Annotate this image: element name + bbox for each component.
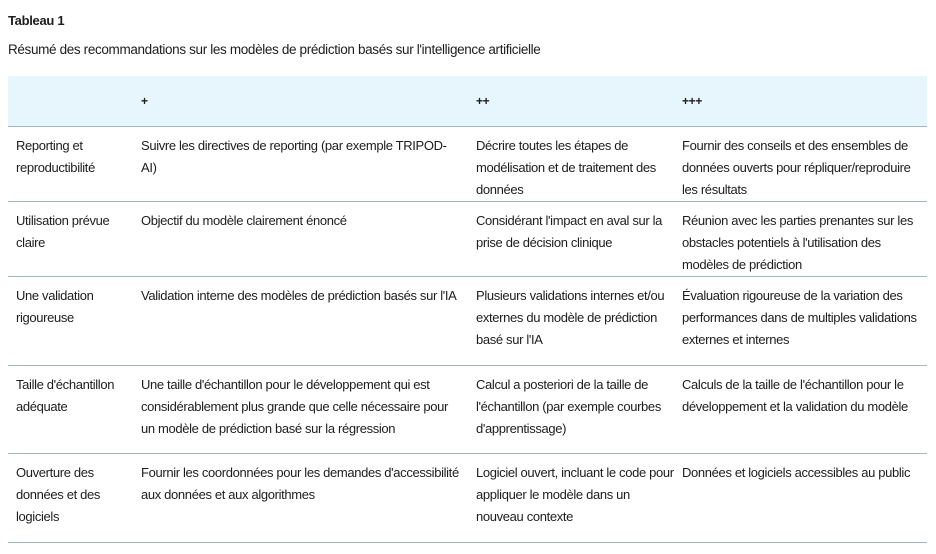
- row-level-1: Une taille d'échantillon pour le développement qui est considérablement plus grande que celle nécessaire pour un modèle de prédiction basé sur la régression: [140, 366, 476, 454]
- row-category: Reporting et reproductibilité: [8, 127, 140, 202]
- row-level-1: Suivre les directives de reporting (par exemple TRIPOD-AI): [140, 127, 476, 202]
- header-category: [8, 76, 140, 127]
- row-category: Une validation rigoureuse: [8, 277, 140, 366]
- header-level-2: ++: [476, 76, 681, 127]
- row-level-3: Calculs de la taille de l'échantillon pour le développement et la validation du modèle: [681, 366, 927, 454]
- recommendations-table: [8, 76, 927, 543]
- row-level-2: Plusieurs validations internes et/ou externes du modèle de prédiction basé sur l'IA: [476, 277, 681, 366]
- header-level-1: +: [140, 76, 476, 127]
- row-level-3: Réunion avec les parties prenantes sur les obstacles potentiels à l'utilisation des modèles de prédiction: [681, 202, 927, 277]
- row-level-2: Logiciel ouvert, incluant le code pour appliquer le modèle dans un nouveau contexte: [476, 454, 681, 543]
- table-label: Tableau 1: [8, 13, 65, 28]
- row-level-2: Décrire toutes les étapes de modélisation et de traitement des données: [476, 127, 681, 202]
- table-header-row: [8, 76, 927, 127]
- table-row: [8, 277, 927, 366]
- table-caption: Résumé des recommandations sur les modèles de prédiction basés sur l'intelligence artificielle: [8, 42, 541, 57]
- row-level-3: Fournir des conseils et des ensembles de données ouverts pour répliquer/reproduire les résultats: [681, 127, 927, 202]
- row-level-2: Calcul a posteriori de la taille de l'échantillon (par exemple courbes d'apprentissage): [476, 366, 681, 454]
- row-level-1: Fournir les coordonnées pour les demandes d'accessibilité aux données et aux algorithmes: [140, 454, 476, 543]
- row-category: Utilisation prévue claire: [8, 202, 140, 277]
- row-level-3: Évaluation rigoureuse de la variation des performances dans de multiples validations externes et internes: [681, 277, 927, 366]
- row-category: Ouverture des données et des logiciels: [8, 454, 140, 543]
- table-row: [8, 202, 927, 277]
- row-level-3: Données et logiciels accessibles au public: [681, 454, 927, 543]
- header-level-3: +++: [681, 76, 927, 127]
- table-row: [8, 127, 927, 202]
- row-level-1: Objectif du modèle clairement énoncé: [140, 202, 476, 277]
- row-level-2: Considérant l'impact en aval sur la prise de décision clinique: [476, 202, 681, 277]
- table-row: [8, 366, 927, 454]
- row-level-1: Validation interne des modèles de prédiction basés sur l'IA: [140, 277, 476, 366]
- row-category: Taille d'échantillon adéquate: [8, 366, 140, 454]
- table-row: [8, 454, 927, 543]
